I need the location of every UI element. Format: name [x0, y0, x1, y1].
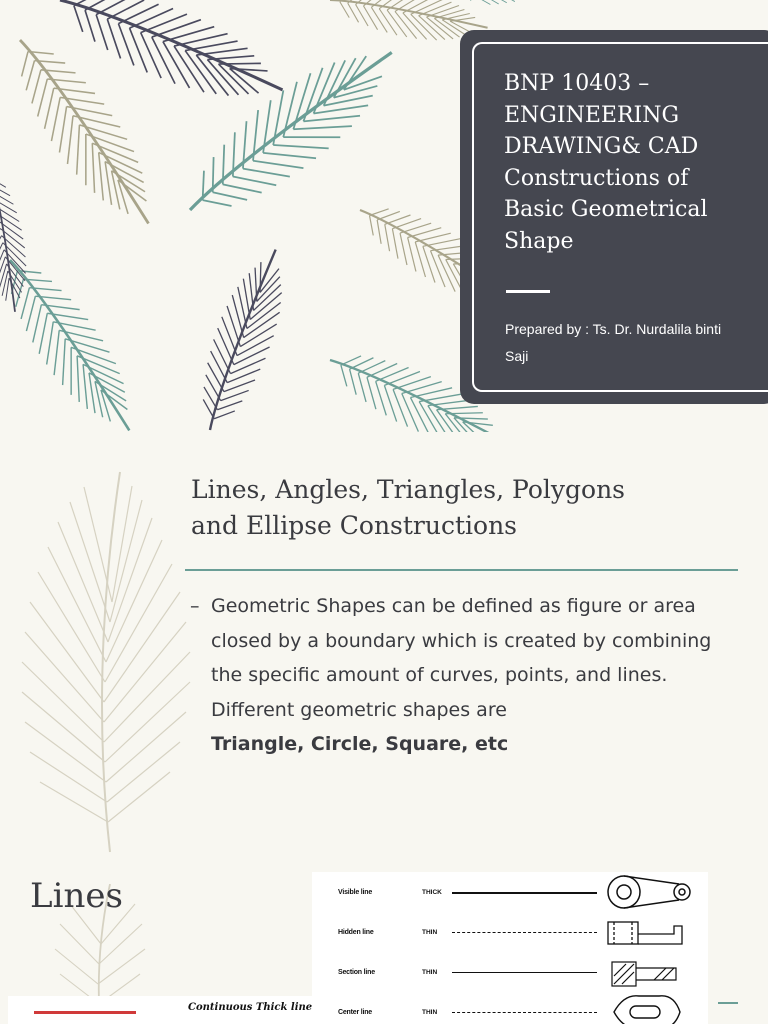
line-type-label: Hidden line: [338, 929, 374, 936]
hidden-line-sample: [452, 932, 597, 933]
teal-accent-rule: [718, 1002, 738, 1004]
title-divider: [506, 290, 550, 293]
title-underline: [185, 569, 738, 571]
line-type-row: [312, 912, 708, 952]
feather-khaki-left: [0, 22, 175, 242]
bullet-text: Geometric Shapes can be defined as figure or area closed by a boundary which is created by combining the specific amount of curves, points, and lines. Different geometric shapes are: [211, 595, 712, 721]
line-weight-label: THICK: [422, 889, 442, 896]
feather-watermark: [0, 452, 200, 864]
slide-title: [191, 472, 731, 544]
feather-navy-top: [47, 0, 295, 122]
line-weight-label: THIN: [422, 969, 438, 976]
title-line: Constructions of: [504, 165, 689, 191]
section-line-drawing: [594, 952, 704, 992]
line-weight-label: THIN: [422, 1009, 438, 1016]
line-type-row: [312, 872, 708, 912]
presentation-title: [504, 68, 744, 257]
section-line-sample: [452, 972, 597, 973]
line-sample-caption: Continuous Thick line: [188, 1002, 313, 1013]
line-type-label: Visible line: [338, 889, 373, 896]
line-type-label: Section line: [338, 969, 375, 976]
slide-title-line: and Ellipse Constructions: [191, 511, 518, 540]
visible-line-sample: [452, 892, 597, 894]
title-line: Shape: [504, 228, 574, 254]
feather-teal-top-right: [464, 0, 597, 17]
content-slide-lines: [0, 864, 768, 1024]
prepared-by-text: Prepared by : Ts. Dr. Nurdalila binti Saji: [505, 321, 722, 364]
bullet-bold-text: Triangle, Circle, Square, etc: [211, 733, 509, 755]
slide-title-line: Lines, Angles, Triangles, Polygons: [191, 475, 625, 504]
slide-title: Lines: [30, 876, 123, 916]
visible-line-drawing: [594, 872, 704, 912]
center-line-drawing: [594, 992, 704, 1024]
line-type-label: Center line: [338, 1009, 372, 1016]
line-type-row: [312, 952, 708, 992]
line-type-row: [312, 992, 708, 1024]
line-types-figure: [312, 872, 708, 1024]
title-line: ENGINEERING: [504, 102, 680, 128]
bullet-dash: –: [190, 595, 200, 617]
hidden-line-drawing: [594, 912, 704, 952]
center-line-sample: [452, 1012, 597, 1013]
title-card: [460, 30, 768, 404]
bullet-item: [190, 589, 730, 762]
continuous-thick-line-sample: [34, 1011, 136, 1014]
content-slide-geometric-shapes: [0, 432, 768, 864]
title-line: BNP 10403 –: [504, 71, 650, 96]
title-line: Basic Geometrical: [504, 197, 708, 222]
line-weight-label: THIN: [422, 929, 438, 936]
feather-navy-left-edge: [0, 166, 35, 315]
feather-navy-bottom: [184, 240, 302, 432]
title-slide: [0, 0, 768, 432]
title-line: DRAWING& CAD: [504, 134, 699, 159]
